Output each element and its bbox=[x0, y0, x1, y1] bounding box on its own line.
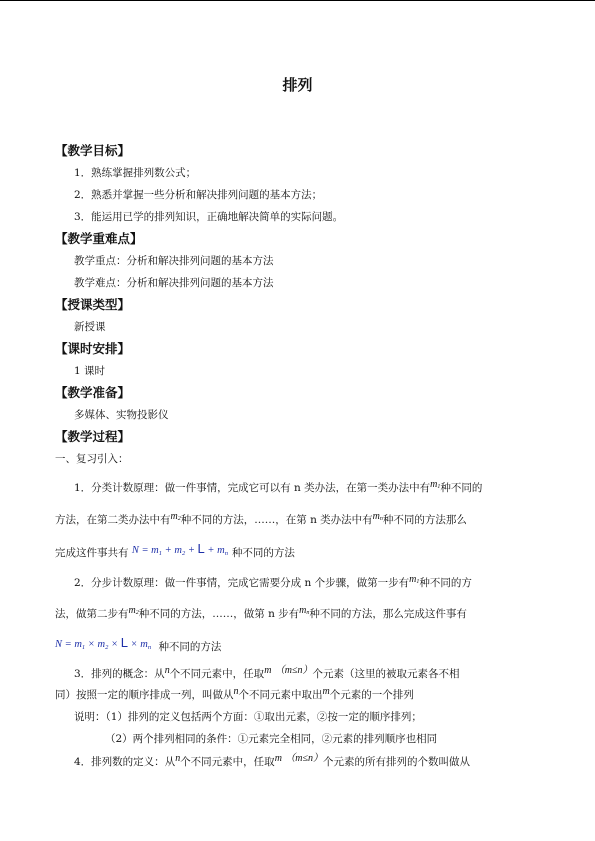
heading-lesson-type: 【授课类型】 bbox=[55, 297, 131, 312]
heading-key-points: 【教学重难点】 bbox=[55, 231, 143, 246]
paragraph-4-line-1: 4．排列数的定义：从n个不同元素中，任取m （m≤n）个元素的所有排列的个数叫做从 bbox=[74, 753, 470, 768]
heading-schedule: 【课时安排】 bbox=[55, 341, 131, 356]
paragraph-2-line-2: 法，做第二步有$m_2$种不同的方法，……，做第 n 步有$m_n$种不同的方法，那么完成这件事有 bbox=[55, 605, 467, 620]
math-m2-step: $m_2$ bbox=[128, 605, 139, 616]
heading-teaching-process: 【教学过程】 bbox=[55, 429, 131, 444]
math-m: m bbox=[264, 665, 272, 676]
paragraph-1-line-2: 方法，在第二类办法中有$m_2$种不同的方法，……，在第 n 类办法中有$m_n$种不同的方法那么 bbox=[55, 511, 467, 526]
heading-teaching-goals: 【教学目标】 bbox=[55, 143, 131, 158]
paragraph-2-line-3: $N = m_1 \times m_2 \times L \times m_n$ 种不同的方法 bbox=[55, 635, 222, 653]
note-line-1: 说明：（1）排列的定义包括两个方面：①取出元素，②按一定的顺序排列； bbox=[74, 711, 422, 723]
paragraph-1-line-3: 完成这件事共有 $N = m_1 + m_2 + L + m_n$ 种不同的方法 bbox=[55, 541, 295, 559]
math-condition-2: （m≤n） bbox=[285, 753, 323, 764]
math-n-3: n bbox=[175, 753, 181, 764]
paragraph-3-line-2: 同）按照一定的顺序排成一列，叫做从n个不同元素中取出m个元素的一个排列 bbox=[55, 686, 414, 701]
note-line-2: （2）两个排列相同的条件：①元素完全相同，②元素的排列顺序也相同 bbox=[105, 733, 438, 745]
math-m-3: m bbox=[274, 753, 282, 764]
key-point-item-2: 教学难点：分析和解决排列问题的基本方法 bbox=[74, 277, 274, 289]
schedule-text: 1 课时 bbox=[74, 365, 106, 377]
math-mn-step: $m_n$ bbox=[299, 605, 310, 616]
paragraph-3-line-1: 3．排列的概念：从n个不同元素中，任取m （m≤n）个元素（这里的被取元素各不相 bbox=[74, 665, 460, 680]
paragraph-2-line-1: 2．分步计数原理：做一件事情，完成它需要分成 n 个步骤，做第一步有$m_1$种不同的方 bbox=[74, 574, 472, 589]
goal-item-3: 3．能运用已学的排列知识，正确地解决简单的实际问题。 bbox=[74, 211, 344, 223]
math-m-2: m bbox=[322, 686, 330, 697]
math-n-2: n bbox=[233, 686, 239, 697]
page-title: 排列 bbox=[282, 76, 313, 94]
math-condition: （m≤n） bbox=[274, 665, 313, 676]
math-mn: $m_n$ bbox=[372, 511, 383, 522]
math-m1: $m_1$ bbox=[430, 479, 441, 490]
math-n: n bbox=[164, 665, 170, 676]
prep-text: 多媒体、实物投影仪 bbox=[74, 409, 169, 421]
goal-item-1: 1．熟练掌握排列数公式； bbox=[74, 167, 197, 179]
heading-teaching-prep: 【教学准备】 bbox=[55, 385, 131, 400]
top-border-line bbox=[0, 0, 595, 1]
goal-item-2: 2．熟悉并掌握一些分析和解决排列问题的基本方法； bbox=[74, 189, 323, 201]
lesson-type-text: 新授课 bbox=[74, 321, 106, 333]
product-formula: $N = m_1 \times m_2 \times L \times m_n$ bbox=[55, 635, 152, 651]
paragraph-1-line-1: 1．分类计数原理：做一件事情，完成它可以有 n 类办法，在第一类办法中有$m_1$种不同的 bbox=[74, 479, 483, 494]
math-m1-step: $m_1$ bbox=[409, 574, 420, 585]
math-m2: $m_2$ bbox=[170, 511, 181, 522]
sum-formula: $N = m_1 + m_2 + L + m_n$ bbox=[131, 541, 228, 557]
process-intro: 一、复习引入： bbox=[55, 453, 129, 465]
key-point-item-1: 教学重点：分析和解决排列问题的基本方法 bbox=[74, 255, 274, 267]
